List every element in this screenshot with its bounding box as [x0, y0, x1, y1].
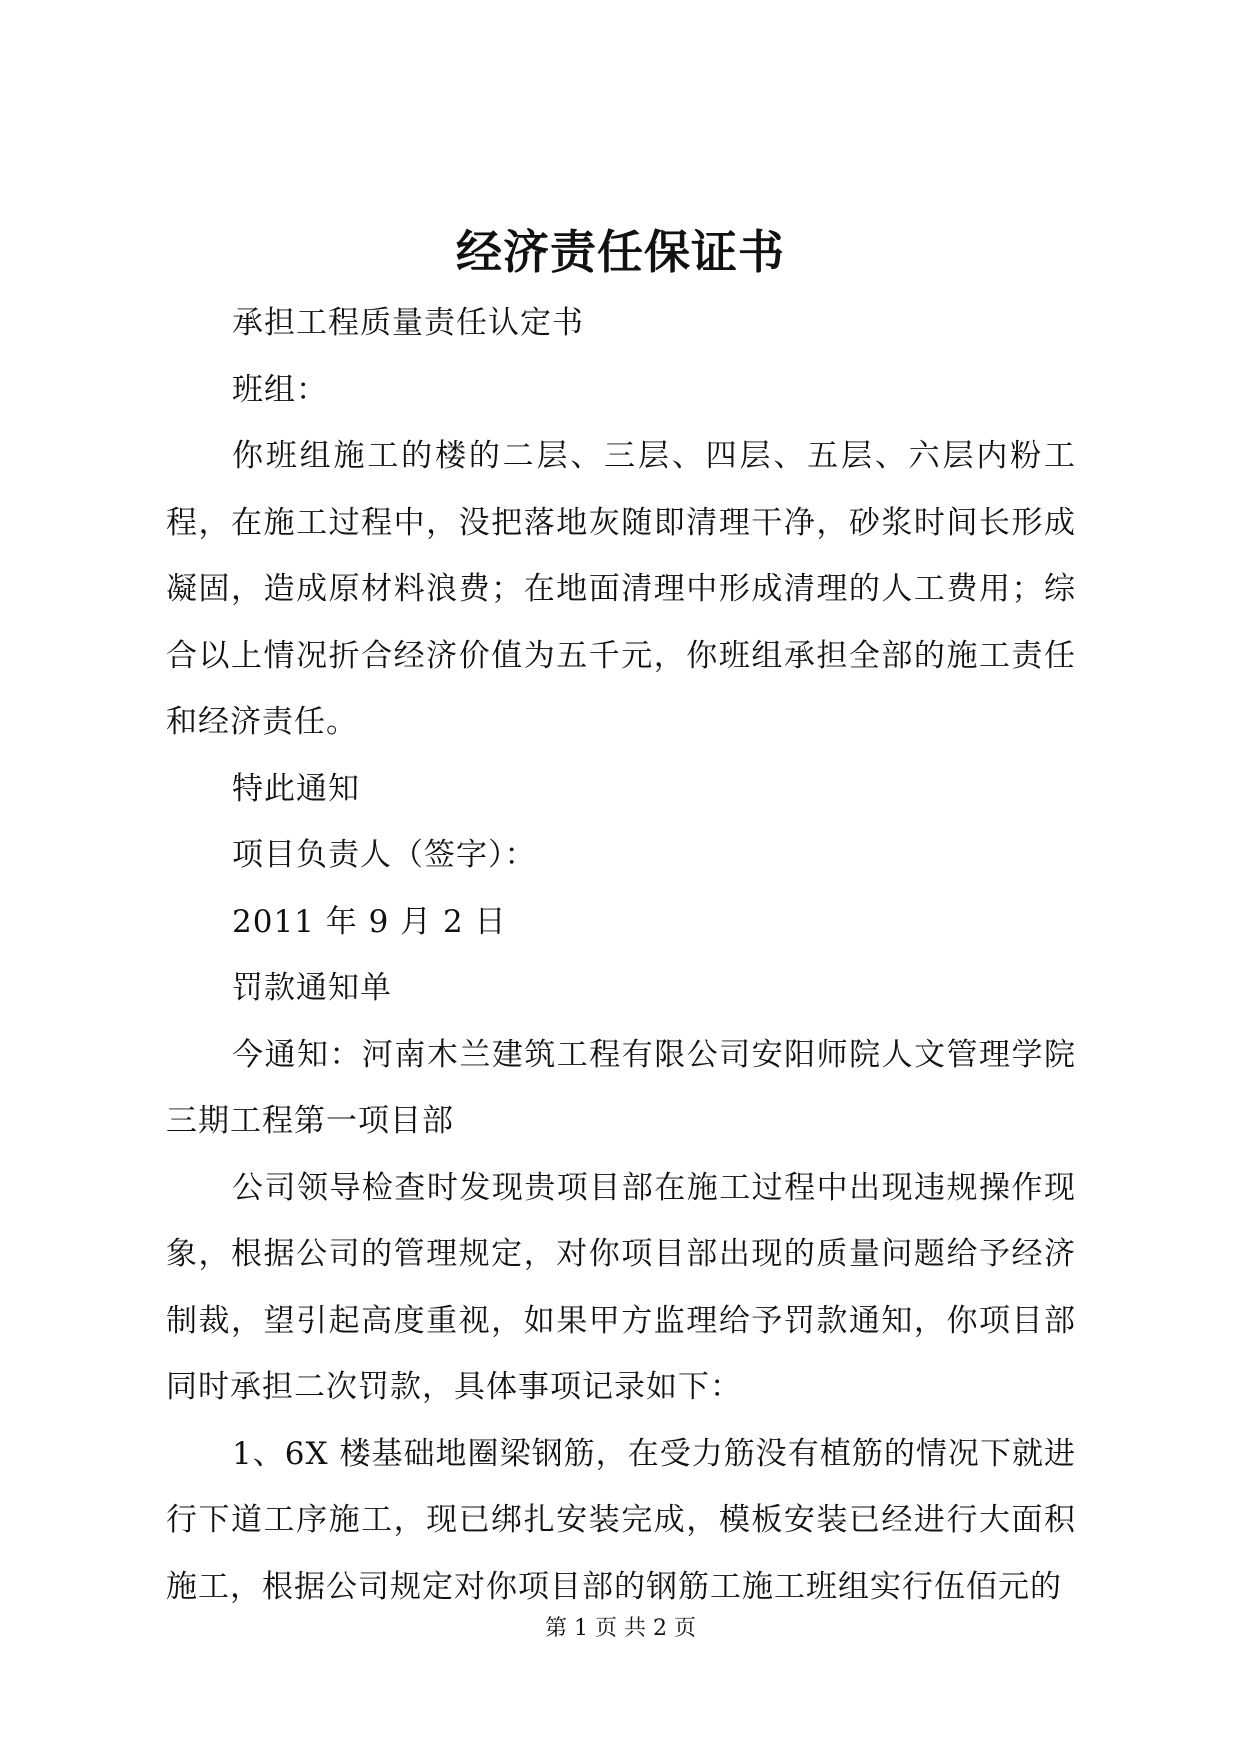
- paragraph-inspection: 公司领导检查时发现贵项目部在施工过程中出现违规操作现象，根据公司的管理规定，对你项目部出现的质量问题给予经济制裁，望引起高度重视，如果甲方监理给予罚款通知，你项目部同时承担二次罚款，具体事项记录如下：: [166, 1169, 1076, 1405]
- paragraph-heading-fine: 罚款通知单: [232, 970, 392, 1006]
- paragraph-notice: 特此通知: [232, 770, 360, 807]
- document-title: 经济责任保证书: [456, 225, 785, 279]
- paragraph-date: 2011 年 9 月 2 日: [232, 903, 507, 940]
- paragraph-quality-issue: 你班组施工的楼的二层、三层、四层、五层、六层内粉工程，在施工过程中，没把落地灰随即清理干净，砂浆时间长形成凝固，造成原材料浪费；在地面清理中形成清理的人工费用；综合以上情况折合经济价值为五千元，你班组承担全部的施工责任和经济责任。: [166, 438, 1076, 740]
- paragraph-signature: 项目负责人（签字）：: [232, 837, 537, 873]
- page-footer: 第 1 页 共 2 页: [545, 1616, 696, 1641]
- document-body: [166, 290, 1076, 1620]
- paragraph-item-1: 1、6X 楼基础地圈梁钢筋，在受力筋没有植筋的情况下就进行下道工序施工，现已绑扎安装完成，模板安装已经进行大面积施工，根据公司规定对你项目部的钢筋工施工班组实行伍佰元的: [166, 1435, 1076, 1605]
- paragraph-notify-target: 今通知：河南木兰建筑工程有限公司安阳师院人文管理学院三期工程第一项目部: [166, 1036, 1076, 1139]
- paragraph-heading-quality: 承担工程质量责任认定书: [232, 305, 584, 341]
- paragraph-recipient: 班组：: [232, 371, 328, 408]
